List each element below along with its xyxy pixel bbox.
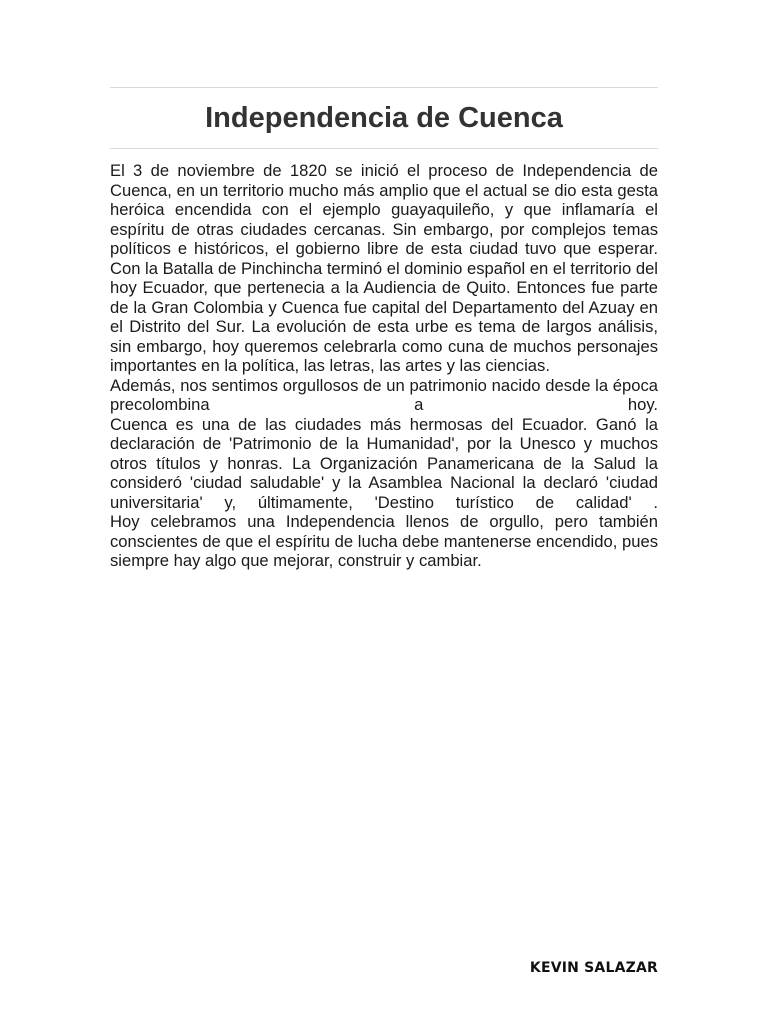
- paragraph-titles: Cuenca es una de las ciudades más hermosas del Ecuador. Ganó la declaración de 'Patrimonio de la Humanidad', por la Unesco y muchos otros títulos y honras. La Organización Panamericana de la Salud la consideró 'ciudad saludable' y la Asamblea Nacional la declaró 'ciudad universitaria' y, últimamente, 'Destino turístico de calidad' .: [110, 414, 658, 512]
- title-top-rule: [110, 87, 658, 88]
- paragraph-celebration: Hoy celebramos una Independencia llenos de orgullo, pero también conscientes de que el espíritu de lucha debe mantenerse encendido, pues siempre hay algo que mejorar, construir y cambiar.: [110, 512, 658, 570]
- document-title: Independencia de Cuenca: [205, 102, 563, 134]
- title-bottom-rule: [110, 148, 658, 149]
- paragraph-history: El 3 de noviembre de 1820 se inició el proceso de Independencia de Cuenca, en un territorio mucho más amplio que el actual se dio esta gesta heróica encendida con el ejemplo guayaquileño, y que inflamaría el espíritu de otras ciudades cercanas. Sin embargo, por complejos temas políticos e históricos, el gobierno libre de esta ciudad tuvo que esperar. Con la Batalla de Pinchincha terminó el dominio español en el territorio del hoy Ecuador, que pertenecia a la Audiencia de Quito. Entonces fue parte de la Gran Colombia y Cuenca fue capital del Departamento del Azuay en el Distrito del Sur. La evolución de esta urbe es tema de largos análisis, sin embargo, hoy queremos celebrarla como cuna de muchos personajes importantes en la política, las letras, las artes y las ciencias.: [110, 161, 658, 375]
- author-name: KEVIN SALAZAR: [529, 960, 658, 976]
- document-body: [110, 161, 658, 571]
- paragraph-heritage: Además, nos sentimos orgullosos de un patrimonio nacido desde la época precolombina a hoy.: [110, 375, 658, 414]
